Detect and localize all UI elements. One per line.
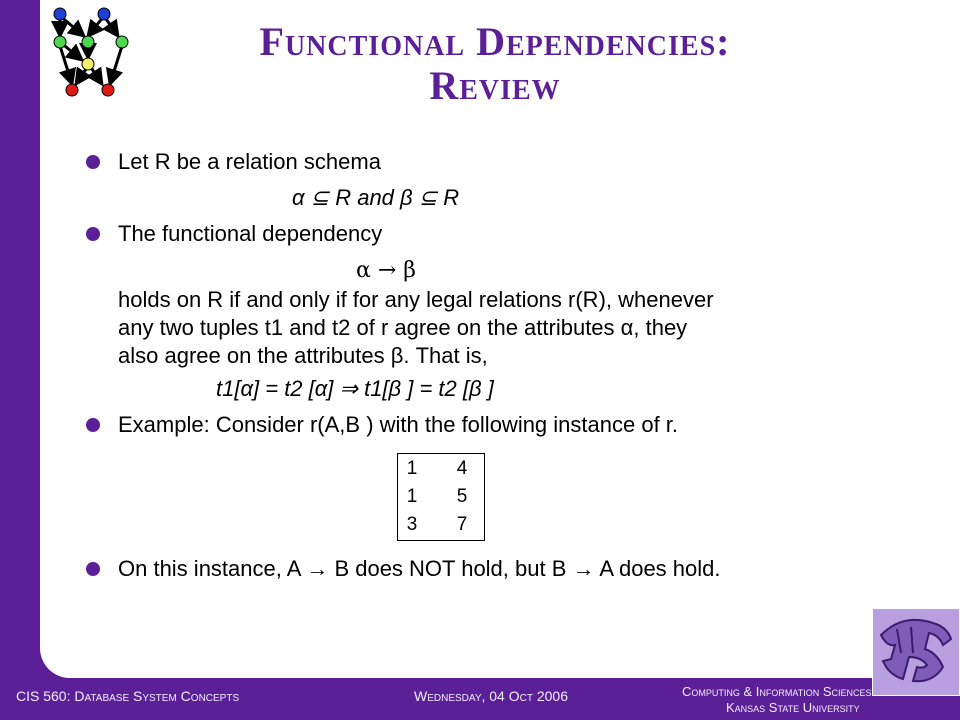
table-cell: 3	[406, 514, 418, 535]
instance-table	[397, 453, 485, 541]
subset-line: α ⊆ R and β ⊆ R	[292, 185, 460, 210]
bullet-1-text: Let R be a relation schema	[118, 149, 381, 174]
footer-dept-1: Computing & Information Sciences	[682, 684, 872, 699]
table-cell: 1	[406, 486, 418, 507]
table-cell: 1	[406, 458, 418, 479]
holds-line-2: any two tuples t1 and t2 of r agree on the attributes α, they	[118, 315, 688, 340]
bullet-3: Example: Consider r(A,B ) with the following instance of r.	[118, 412, 679, 437]
table-cell: 5	[456, 486, 468, 507]
holds-line-3: also agree on the attributes β. That is,	[118, 343, 488, 368]
ksu-wildcat-logo	[872, 608, 960, 696]
bullet-dot	[86, 227, 100, 241]
title-line-1: Functional Dependencies:	[259, 19, 731, 64]
table-cell: 7	[456, 514, 468, 535]
bullet-4: On this instance, A → B does NOT hold, but B → A does hold.	[118, 556, 721, 581]
bullet-dot	[86, 418, 100, 432]
title-line-2: Review	[429, 63, 561, 108]
bullet-2: The functional dependency	[118, 221, 383, 246]
fd-expression: α → β	[356, 258, 416, 283]
footer-course: CIS 560: Database System Concepts	[16, 688, 240, 704]
footer-date: Wednesday, 04 Oct 2006	[414, 688, 568, 704]
bullet-dot	[86, 562, 100, 576]
bullet-1	[118, 149, 381, 175]
table-cell: 4	[456, 458, 468, 479]
fd-condition: t1[α] = t2 [α] ⇒ t1[β ] = t2 [β ]	[216, 376, 494, 401]
holds-line-1: holds on R if and only if for any legal relations r(R), whenever	[118, 287, 714, 312]
footer-dept-2: Kansas State University	[726, 700, 860, 715]
bullet-dot	[86, 155, 100, 169]
